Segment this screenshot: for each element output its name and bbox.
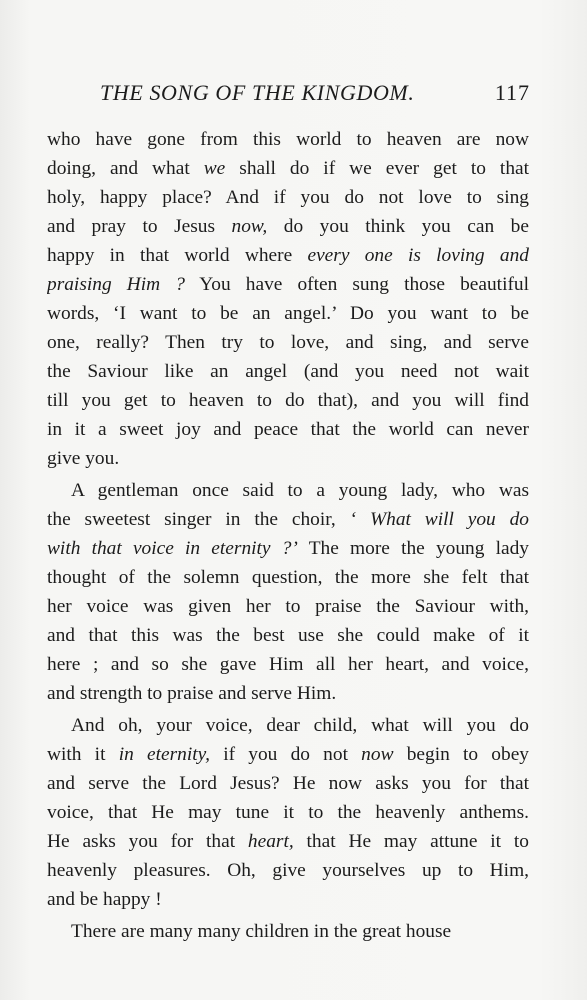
text-run: happy in that world where bbox=[47, 245, 308, 266]
paragraph bbox=[47, 476, 529, 708]
text-run: There are many many children in the great house bbox=[71, 921, 452, 942]
text-line bbox=[47, 798, 529, 827]
text-line bbox=[47, 711, 529, 740]
text-line bbox=[47, 241, 529, 270]
text-line bbox=[47, 592, 529, 621]
text-line bbox=[47, 534, 529, 563]
text-run: if you do not bbox=[210, 744, 362, 765]
text-line bbox=[47, 505, 529, 534]
text-run: thought of the solemn question, the more she felt that bbox=[47, 567, 529, 588]
text-line bbox=[47, 386, 529, 415]
text-run: words, ‘I want to be an angel.’ Do you want to be bbox=[47, 303, 529, 324]
text-run: the sweetest singer in the choir, bbox=[47, 509, 350, 530]
text-line bbox=[47, 212, 529, 241]
text-run: and that this was the best use she could make of it bbox=[47, 625, 529, 646]
text-run: and be happy ! bbox=[47, 889, 162, 910]
text-run: You have often sung those beautiful bbox=[184, 274, 529, 295]
text-run: who have gone from this world to heaven are now bbox=[47, 129, 529, 150]
text-line bbox=[47, 154, 529, 183]
text-run: in it a sweet joy and peace that the world can never bbox=[47, 419, 529, 440]
text-line bbox=[47, 328, 529, 357]
running-head bbox=[100, 80, 540, 112]
text-run: shall do if we ever get to that bbox=[225, 158, 529, 179]
text-run: till you get to heaven to do that), and you will find bbox=[47, 390, 529, 411]
italic-text: now, bbox=[231, 216, 268, 237]
text-run: one, really? Then try to love, and sing, and serve bbox=[47, 332, 529, 353]
text-run: with it bbox=[47, 744, 119, 765]
text-run: doing, and what bbox=[47, 158, 204, 179]
text-line bbox=[47, 827, 529, 856]
paragraph bbox=[47, 917, 529, 946]
text-run: give you. bbox=[47, 448, 120, 469]
text-line bbox=[47, 444, 529, 473]
italic-text: heart, bbox=[247, 831, 294, 852]
text-run: He asks you for that bbox=[47, 831, 248, 852]
text-line bbox=[47, 917, 529, 946]
paragraph bbox=[47, 711, 529, 914]
running-title: THE SONG OF THE KINGDOM. bbox=[100, 80, 415, 105]
text-run: holy, happy place? And if you do not love to sing bbox=[47, 187, 529, 208]
italic-text: we bbox=[203, 158, 226, 179]
text-run: that He may attune it to bbox=[293, 831, 529, 852]
text-run: her voice was given her to praise the Saviour with, bbox=[47, 596, 529, 617]
text-line bbox=[47, 415, 529, 444]
text-run: and pray to Jesus bbox=[47, 216, 232, 237]
text-run: the Saviour like an angel (and you need not wait bbox=[47, 361, 529, 382]
text-line bbox=[47, 270, 529, 299]
text-line bbox=[47, 650, 529, 679]
text-run: A gentleman once said to a young lady, who was bbox=[71, 480, 529, 501]
italic-text: every one is loving and bbox=[307, 245, 529, 266]
italic-text: ‘ What will you do bbox=[349, 509, 529, 530]
italic-text: in eternity, bbox=[118, 744, 210, 765]
text-line bbox=[47, 183, 529, 212]
text-run: And oh, your voice, dear child, what will you do bbox=[71, 715, 529, 736]
italic-text: praising Him ? bbox=[47, 274, 185, 295]
text-line bbox=[47, 679, 529, 708]
text-line bbox=[47, 856, 529, 885]
text-run: heavenly pleasures. Oh, give yourselves up to Him, bbox=[47, 860, 529, 881]
text-line bbox=[47, 885, 529, 914]
text-line bbox=[47, 740, 529, 769]
text-run: and serve the Lord Jesus? He now asks you for that bbox=[47, 773, 529, 794]
text-line bbox=[47, 563, 529, 592]
text-run: do you think you can be bbox=[267, 216, 529, 237]
text-line bbox=[47, 621, 529, 650]
italic-text: with that voice in eternity ?’ bbox=[47, 538, 298, 559]
paragraph bbox=[47, 125, 529, 473]
text-line bbox=[47, 125, 529, 154]
text-run: and strength to praise and serve Him. bbox=[47, 683, 337, 704]
text-line bbox=[47, 299, 529, 328]
body-text bbox=[47, 125, 529, 946]
text-line bbox=[47, 769, 529, 798]
text-line bbox=[47, 476, 529, 505]
page-number: 117 bbox=[494, 80, 530, 105]
italic-text: now bbox=[361, 744, 394, 765]
text-run: begin to obey bbox=[393, 744, 529, 765]
text-line bbox=[47, 357, 529, 386]
text-run: here ; and so she gave Him all her heart, and voice, bbox=[47, 654, 529, 675]
text-run: The more the young lady bbox=[297, 538, 529, 559]
text-run: voice, that He may tune it to the heavenly anthems. bbox=[47, 802, 529, 823]
